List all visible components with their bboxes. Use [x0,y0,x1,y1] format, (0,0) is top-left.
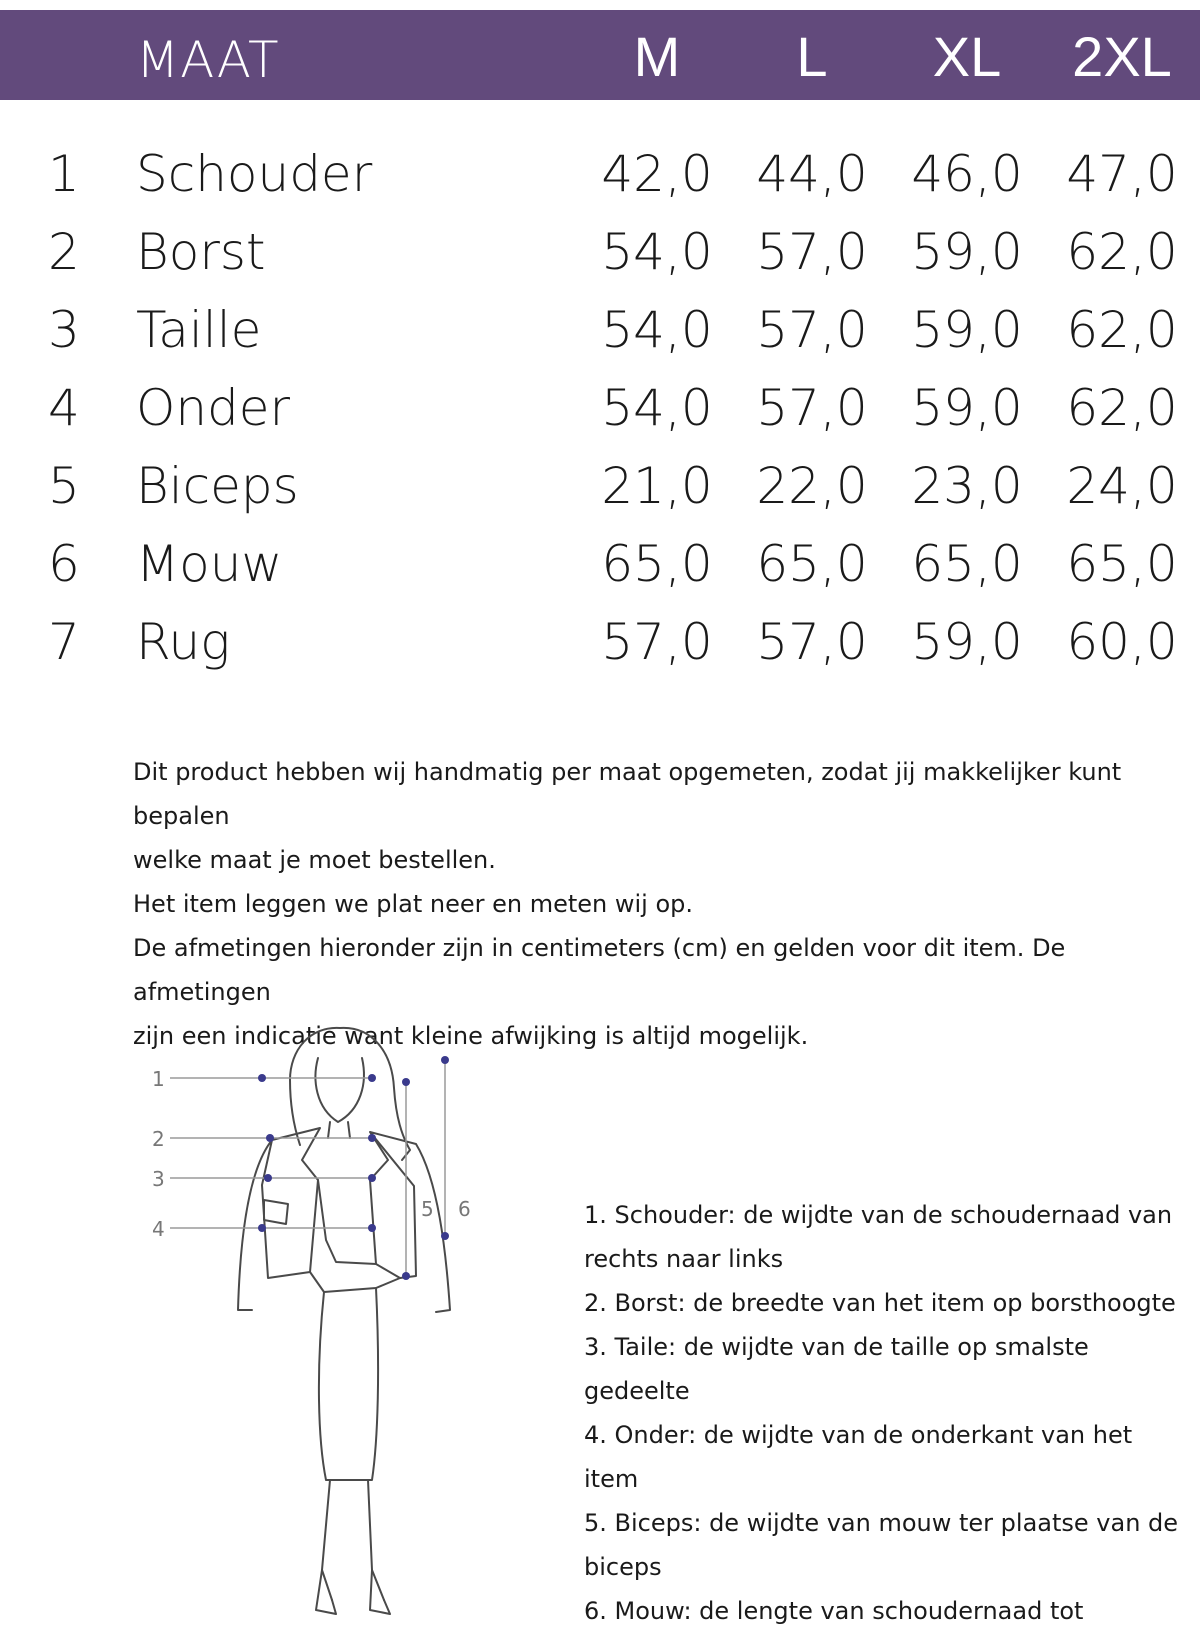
cell-value: 65,0 [601,535,713,593]
cell-value: 24,0 [1066,457,1178,515]
cell-value: 57,0 [756,379,868,437]
cell-value: 59,0 [911,223,1023,281]
cell-value: 60,0 [1066,613,1178,671]
legend-line: 6. Mouw: de lengte van schoudernaad tot [584,1597,1084,1625]
figure-label-4: 4 [152,1217,165,1241]
cell-value: 65,0 [1066,535,1178,593]
table-row [0,213,1200,291]
size-column-m: M [633,25,681,88]
row-number: 2 [48,223,80,281]
cell-value: 23,0 [911,457,1023,515]
intro-line: Het item leggen we plat neer en meten wij op. [133,890,694,918]
measurement-figure [140,1010,540,1640]
cell-value: 46,0 [911,145,1023,203]
table-row [0,447,1200,525]
row-label: Taille [136,301,262,359]
cell-value: 59,0 [911,379,1023,437]
table-row [0,369,1200,447]
cell-value: 65,0 [911,535,1023,593]
intro-line: Dit product hebben wij handmatig per maat opgemeten, zodat jij makkelijker kunt bepalen [133,758,1122,830]
cell-value: 57,0 [601,613,713,671]
figure-label-6: 6 [458,1197,471,1221]
cell-value: 22,0 [756,457,868,515]
intro-line: welke maat je moet bestellen. [133,846,496,874]
table-row [0,525,1200,603]
measurement-dots [258,1056,449,1280]
size-header-title: MAAT [136,31,280,89]
figure-label-3: 3 [152,1167,165,1191]
cell-value: 57,0 [756,301,868,359]
cell-value: 54,0 [601,223,713,281]
size-header [0,10,1200,100]
table-row [0,603,1200,681]
row-number: 3 [48,301,80,359]
figure-label-2: 2 [152,1127,165,1151]
figure-label-5: 5 [421,1197,434,1221]
size-column-xl: XL [932,25,1002,88]
row-label: Mouw [136,535,283,593]
cell-value: 62,0 [1066,379,1178,437]
size-column-l: L [796,25,828,88]
legend-line: 3. Taile: de wijdte van de taille op smalste gedeelte [584,1333,1089,1405]
table-row [0,135,1200,213]
row-number: 6 [48,535,80,593]
legend-line: 2. Borst: de breedte van het item op borsthoogte [584,1289,1176,1317]
cell-value: 59,0 [911,613,1023,671]
intro-line: De afmetingen hieronder zijn in centimeters (cm) en gelden voor dit item. De afmetingen [133,934,1066,1006]
row-number: 5 [48,457,80,515]
legend-line: biceps [584,1553,662,1581]
cell-value: 57,0 [756,223,868,281]
cell-value: 54,0 [601,301,713,359]
cell-value: 57,0 [756,613,868,671]
cell-value: 44,0 [756,145,868,203]
row-label: Borst [136,223,266,281]
row-label: Onder [136,379,291,437]
cell-value: 42,0 [601,145,713,203]
cell-value: 62,0 [1066,223,1178,281]
legend-line: rechts naar links [584,1245,784,1273]
table-row [0,291,1200,369]
legend-line: 5. Biceps: de wijdte van mouw ter plaatse van de [584,1509,1179,1537]
cell-value: 62,0 [1066,301,1178,359]
cell-value: 59,0 [911,301,1023,359]
size-column-2xl: 2XL [1072,25,1172,88]
row-label: Biceps [136,457,299,515]
row-number: 1 [48,145,80,203]
legend-line: 1. Schouder: de wijdte van de schoudernaad van [584,1201,1173,1229]
row-number: 4 [48,379,80,437]
cell-value: 21,0 [601,457,713,515]
legend-line: 4. Onder: de wijdte van de onderkant van het item [584,1421,1133,1493]
cell-value: 65,0 [756,535,868,593]
intro-line: zijn een indicatie want kleine afwijking is altijd mogelijk. [133,1022,809,1050]
row-label: Rug [136,613,231,671]
figure-label-1: 1 [152,1067,165,1091]
row-label: Schouder [136,145,373,203]
measurement-legend [584,1201,1184,1625]
cell-value: 54,0 [601,379,713,437]
woman-jacket-illustration [140,1010,540,1640]
row-number: 7 [48,613,80,671]
figure-outline [238,1028,450,1614]
cell-value: 47,0 [1066,145,1178,203]
